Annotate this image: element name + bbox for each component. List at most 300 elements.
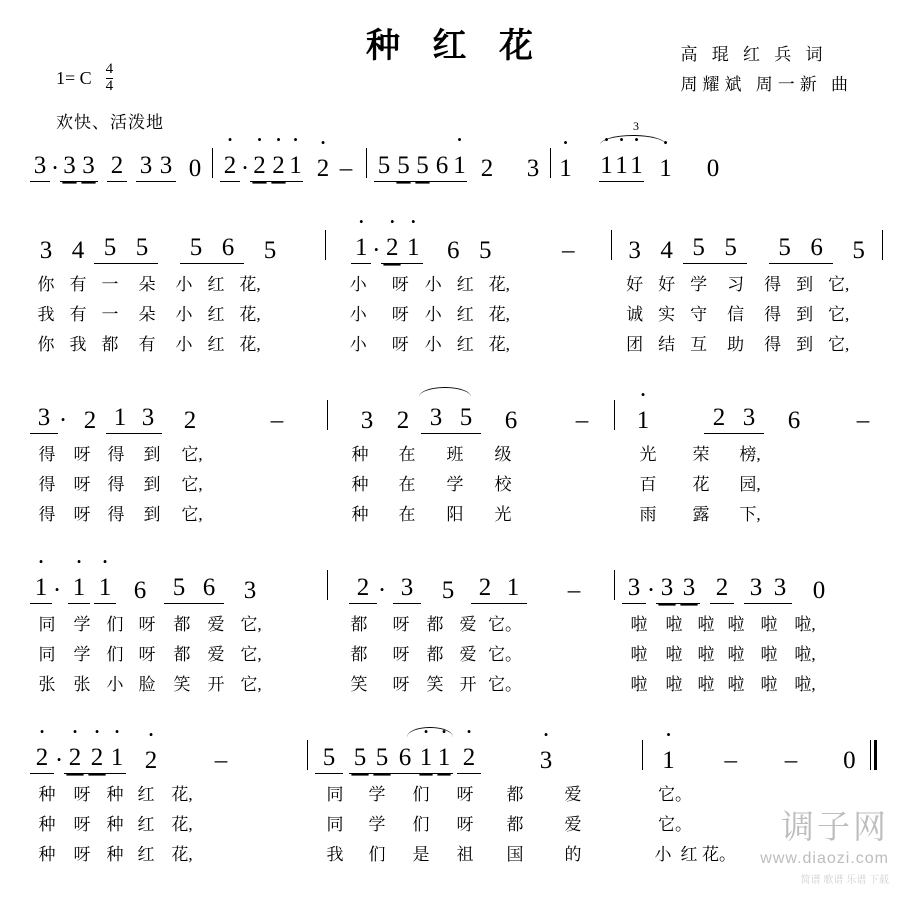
lyrics-block	[315, 780, 635, 870]
note: · 2	[220, 153, 240, 182]
lyric-syllable: 得	[107, 475, 125, 494]
lyric-syllable: 呀	[138, 615, 156, 634]
lyric-syllable: 它,	[240, 645, 262, 664]
lyric-syllable: 啦	[630, 645, 648, 664]
lyric-syllable: 雨	[639, 505, 657, 524]
note-sustain: –	[575, 407, 589, 434]
note: 5	[349, 745, 371, 774]
note: 3	[156, 153, 176, 182]
lyric-syllable: 花,	[488, 335, 510, 354]
credits	[681, 40, 854, 100]
lyric-syllable: 榜,	[739, 445, 761, 464]
lyric-syllable: 是	[412, 845, 430, 864]
lyric-syllable: 我	[326, 845, 344, 864]
lyric-syllable: 啦	[665, 615, 683, 634]
note: 3	[136, 153, 156, 182]
lyric-syllable: 团	[626, 335, 644, 354]
lyric-syllable: 啦,	[794, 645, 816, 664]
lyric-line	[622, 440, 880, 470]
lyric-syllable: 呀	[392, 615, 410, 634]
lyric-line	[30, 810, 300, 840]
lyric-line	[315, 780, 635, 810]
note: · 1	[599, 153, 614, 182]
lyric-syllable: 国	[506, 845, 524, 864]
lyric-syllable: 得	[107, 445, 125, 464]
measure-m2	[220, 148, 359, 182]
note: 6	[787, 407, 801, 434]
final-barline	[870, 740, 877, 770]
lyric-syllable: 级	[494, 445, 512, 464]
note-row	[335, 400, 607, 434]
score-system-3	[30, 400, 890, 530]
lyric-syllable: 它,	[827, 335, 850, 354]
note: 6	[133, 577, 147, 604]
barline	[550, 148, 551, 178]
note-row	[333, 230, 603, 264]
lyrics-block	[30, 270, 318, 360]
note: 3	[30, 405, 58, 434]
barline	[882, 230, 883, 260]
lyric-syllable: 花,	[488, 305, 510, 324]
lyric-syllable: 小	[175, 335, 193, 354]
note: 3	[360, 407, 374, 434]
note: 6	[212, 235, 244, 264]
note: 5	[852, 237, 865, 264]
lyric-syllable: 呀	[391, 335, 409, 354]
lyric-syllable: 呀	[73, 505, 91, 524]
lyric-line	[30, 840, 300, 870]
lyric-line	[619, 330, 875, 360]
note: 6	[432, 153, 452, 182]
lyric-syllable: 荣	[692, 445, 710, 464]
note: 4	[71, 237, 85, 264]
lyrics-block	[619, 270, 875, 360]
lyric-syllable: 红	[456, 335, 474, 354]
note: 3	[243, 577, 257, 604]
lyric-syllable: 张	[73, 675, 91, 694]
watermark-tagline: 简谱 歌谱 乐谱 下载	[800, 875, 889, 886]
note: 3	[744, 575, 768, 604]
measure-m13	[622, 570, 880, 700]
measure-row	[30, 230, 890, 360]
lyric-syllable: 呀	[73, 785, 91, 804]
measure-m15	[315, 740, 635, 870]
note: · 1	[614, 153, 629, 182]
key-signature-text: 1= C	[56, 67, 92, 88]
measure-row	[30, 400, 890, 530]
lyric-syllable: 都	[350, 615, 368, 634]
lyric-syllable: 花	[692, 475, 710, 494]
note: · 1	[658, 156, 673, 182]
note: 5	[413, 153, 432, 182]
lyric-syllable: 啦	[630, 675, 648, 694]
lyric-syllable: 啦,	[794, 675, 816, 694]
note: · 2	[457, 745, 481, 774]
measure-m3	[374, 148, 543, 182]
lyric-syllable: 爱	[459, 615, 477, 634]
lyric-syllable: 在	[398, 445, 416, 464]
note: · 2	[269, 153, 288, 182]
score-system-2	[30, 230, 890, 360]
lyric-syllable: 呀	[73, 445, 91, 464]
lyric-syllable: 们	[412, 815, 430, 834]
lyric-syllable: 它。	[488, 675, 522, 694]
note: 2	[83, 407, 97, 434]
lyric-syllable: 学	[446, 475, 464, 494]
barline	[642, 740, 643, 770]
lyric-syllable: 得	[38, 475, 56, 494]
lyric-syllable: 得	[38, 505, 56, 524]
note-row	[315, 740, 635, 774]
lyric-syllable: 祖	[456, 845, 474, 864]
lyric-syllable: 笑	[350, 675, 368, 694]
lyric-syllable: 呀	[392, 645, 410, 664]
measure-m1	[30, 148, 205, 182]
lyric-line	[30, 780, 300, 810]
note: · 1	[452, 153, 467, 182]
lyric-syllable: 花,	[239, 305, 261, 324]
lyric-syllable: 它。	[488, 645, 522, 664]
lyric-syllable: 小	[175, 305, 193, 324]
lyric-syllable: 校	[494, 475, 512, 494]
triplet-marking: 3	[633, 119, 639, 133]
lyric-syllable: 助	[727, 335, 745, 354]
lyric-syllable: 开	[459, 675, 477, 694]
measure-m7	[619, 230, 875, 360]
lyric-syllable: 小	[349, 335, 367, 354]
lyric-syllable: 有	[69, 305, 87, 324]
note: 6	[393, 745, 417, 774]
lyric-line	[30, 610, 320, 640]
note: · 2	[313, 156, 333, 182]
note: 5	[94, 235, 126, 264]
lyric-line	[315, 810, 635, 840]
note-row	[622, 570, 880, 604]
lyric-syllable: 它,	[240, 675, 262, 694]
note: · 3	[533, 748, 559, 774]
note: 3	[60, 153, 79, 182]
page-title: 种 红 花	[366, 28, 545, 65]
lyric-syllable: 小	[106, 675, 124, 694]
note: · 1	[403, 235, 423, 264]
lyric-syllable: 它,	[827, 275, 850, 294]
lyric-syllable: 呀	[73, 475, 91, 494]
note-sustain: –	[567, 577, 581, 604]
lyric-syllable: 得	[38, 445, 56, 464]
note-row	[335, 570, 607, 604]
score-system-4	[30, 570, 890, 700]
lyric-syllable: 花,	[171, 785, 193, 804]
lyric-syllable: 光	[494, 505, 512, 524]
lyric-syllable: 它,	[181, 505, 203, 524]
lyric-syllable: 小	[349, 275, 367, 294]
lyric-syllable: 园,	[739, 475, 761, 494]
lyric-syllable: 呀	[391, 305, 409, 324]
note: · 1	[417, 745, 435, 774]
lyric-syllable: 呀	[456, 815, 474, 834]
lyric-syllable: 爱	[564, 815, 582, 834]
lyric-line	[622, 470, 880, 500]
lyric-syllable: 它。	[658, 785, 692, 804]
note: 5	[478, 237, 492, 264]
lyric-syllable: 小	[175, 275, 193, 294]
note: · 2	[250, 153, 269, 182]
note: 5	[394, 153, 413, 182]
lyric-syllable: 花,	[239, 335, 261, 354]
barline	[325, 230, 326, 260]
note-sustain: –	[561, 237, 575, 264]
lyric-syllable: 它,	[181, 475, 203, 494]
lyric-syllable: 班	[446, 445, 464, 464]
lyric-syllable: 花,	[239, 275, 261, 294]
measure-m9	[335, 400, 607, 530]
lyrics-block	[335, 440, 607, 530]
augmentation-dot: ·	[372, 237, 381, 264]
measure-m10	[622, 400, 880, 530]
lyric-syllable: 结	[658, 335, 676, 354]
lyric-line	[30, 670, 320, 700]
note: 5	[715, 235, 747, 264]
lyric-syllable: 习	[727, 275, 745, 294]
measure-m6	[333, 230, 603, 360]
lyric-syllable: 啦	[697, 645, 715, 664]
lyric-syllable: 小	[349, 305, 367, 324]
barline	[307, 740, 308, 770]
lyric-syllable: 我	[69, 335, 87, 354]
lyric-line	[333, 330, 603, 360]
lyric-syllable: 百	[639, 475, 657, 494]
lyric-syllable: 种	[38, 785, 56, 804]
credit-composer: 周耀斌 周一新 曲	[680, 75, 853, 94]
barline	[614, 570, 615, 600]
lyric-line	[333, 270, 603, 300]
lyric-syllable: 小	[654, 845, 672, 864]
lyric-syllable: 们	[412, 785, 430, 804]
note: 5	[315, 745, 343, 774]
measure-m12	[335, 570, 607, 700]
note: 2	[183, 407, 197, 434]
lyric-syllable: 同	[38, 645, 56, 664]
lyric-syllable: 它,	[827, 305, 850, 324]
augmentation-dot: ·	[50, 155, 60, 182]
note: 5	[164, 575, 194, 604]
measure-row	[30, 570, 890, 700]
lyric-syllable: 都	[506, 785, 524, 804]
lyrics-block	[30, 440, 320, 530]
lyric-line	[619, 300, 875, 330]
note: · 1	[108, 745, 126, 774]
note: 3	[656, 575, 678, 604]
note: · 1	[94, 575, 116, 604]
lyric-syllable: 有	[138, 335, 156, 354]
note-sustain: –	[856, 407, 870, 434]
note: · 1	[288, 153, 303, 182]
lyric-line	[333, 300, 603, 330]
augmentation-dot: ·	[52, 577, 62, 604]
barline	[614, 400, 615, 430]
note-row	[374, 148, 543, 182]
note-row	[650, 740, 862, 774]
lyric-syllable: 它。	[658, 815, 692, 834]
note: 5	[451, 405, 481, 434]
lyric-syllable: 红	[137, 815, 155, 834]
note: 3	[421, 405, 451, 434]
lyric-syllable: 小	[424, 305, 442, 324]
lyric-syllable: 学	[73, 615, 91, 634]
lyric-syllable: 啦	[727, 645, 745, 664]
lyric-syllable: 我	[37, 305, 55, 324]
lyric-syllable: 种	[38, 845, 56, 864]
lyric-syllable: 们	[106, 645, 124, 664]
tempo-marking: 欢快、活泼地	[56, 113, 164, 132]
augmentation-dot: ·	[240, 155, 250, 182]
lyric-syllable: 啦	[760, 645, 778, 664]
watermark	[760, 801, 889, 886]
measure-m14	[30, 740, 300, 870]
lyric-syllable: 朵	[138, 275, 156, 294]
note-sustain: –	[724, 747, 737, 774]
note: 3	[678, 575, 700, 604]
lyrics-block	[30, 610, 320, 700]
lyric-line	[619, 270, 875, 300]
lyric-syllable: 光	[639, 445, 657, 464]
lyric-syllable: 啦	[760, 615, 778, 634]
note-row	[30, 740, 300, 774]
lyric-syllable: 都	[173, 615, 191, 634]
lyric-syllable: 露	[692, 505, 710, 524]
barline	[366, 148, 367, 178]
lyric-syllable: 种	[38, 815, 56, 834]
lyric-syllable: 的	[564, 845, 582, 864]
lyric-syllable: 张	[38, 675, 56, 694]
time-signature-numerator: 4	[105, 61, 114, 77]
lyric-syllable: 红	[207, 275, 225, 294]
note: · 1	[632, 408, 654, 434]
lyric-syllable: 啦	[665, 675, 683, 694]
lyric-syllable: 都	[173, 645, 191, 664]
lyric-syllable: 啦	[697, 675, 715, 694]
lyric-syllable: 得	[764, 275, 782, 294]
lyric-line	[622, 500, 880, 530]
augmentation-dot: ·	[54, 747, 64, 774]
barline	[327, 400, 328, 430]
lyrics-block	[622, 440, 880, 530]
note-rest: 0	[188, 155, 202, 182]
watermark-site-name: 调子网	[781, 808, 889, 845]
lyric-syllable: 它。	[488, 615, 522, 634]
lyric-syllable: 笑	[173, 675, 191, 694]
lyric-syllable: 到	[796, 335, 814, 354]
lyrics-block	[335, 610, 607, 700]
lyric-syllable: 种	[351, 475, 369, 494]
lyric-line	[30, 640, 320, 670]
lyric-syllable: 一	[101, 305, 119, 324]
lyric-syllable: 啦	[727, 615, 745, 634]
lyric-syllable: 啦	[760, 675, 778, 694]
note: · 1	[351, 235, 371, 264]
note: 2	[704, 405, 734, 434]
slur	[419, 387, 471, 397]
lyric-line	[30, 500, 320, 530]
lyric-syllable: 到	[143, 475, 161, 494]
lyric-syllable: 同	[38, 615, 56, 634]
credit-lyricist: 高 琨 红 兵 词	[680, 45, 828, 64]
lyric-syllable: 朵	[138, 305, 156, 324]
lyric-syllable: 都	[350, 645, 368, 664]
note-row	[30, 230, 318, 264]
note: 5	[371, 745, 393, 774]
note: 2	[396, 407, 410, 434]
lyric-line	[30, 300, 318, 330]
lyric-syllable: 种	[351, 505, 369, 524]
lyric-syllable: 它,	[240, 615, 262, 634]
lyric-syllable: 红	[137, 785, 155, 804]
note: 6	[194, 575, 224, 604]
note: 6	[801, 235, 833, 264]
lyric-syllable: 都	[101, 335, 119, 354]
note-row	[30, 570, 320, 604]
lyric-syllable: 到	[143, 505, 161, 524]
note: · 1	[435, 745, 453, 774]
lyric-syllable: 得	[764, 305, 782, 324]
note-row	[619, 230, 875, 264]
note: 2	[710, 575, 734, 604]
note-row	[30, 148, 205, 182]
measure-m4	[558, 119, 723, 182]
lyric-syllable: 啦	[697, 615, 715, 634]
note: · 2	[138, 748, 164, 774]
augmentation-dot: ·	[377, 577, 387, 604]
key-signature	[56, 62, 113, 95]
note-row	[622, 400, 880, 434]
note: 2	[349, 575, 377, 604]
lyric-line	[335, 670, 607, 700]
lyrics-block	[333, 270, 603, 360]
note: 3	[134, 405, 162, 434]
note: 5	[180, 235, 212, 264]
note: 3	[768, 575, 792, 604]
lyric-syllable: 呀	[73, 845, 91, 864]
lyric-syllable: 信	[727, 305, 745, 324]
lyric-syllable: 守	[690, 305, 708, 324]
lyric-syllable: 学	[73, 645, 91, 664]
lyric-syllable: 小	[424, 275, 442, 294]
note: · 2	[64, 745, 86, 774]
lyric-syllable: 同	[326, 815, 344, 834]
lyric-syllable: 呀	[391, 275, 409, 294]
lyric-syllable: 花。	[702, 845, 736, 864]
measure-m11	[30, 570, 320, 700]
lyric-line	[335, 640, 607, 670]
note: 3	[526, 155, 540, 182]
measure-m5	[30, 230, 318, 360]
lyric-syllable: 种	[351, 445, 369, 464]
lyric-syllable: 红	[456, 275, 474, 294]
note: · 1	[30, 575, 52, 604]
lyric-syllable: 开	[207, 675, 225, 694]
lyric-syllable: 都	[506, 815, 524, 834]
lyric-syllable: 爱	[207, 645, 225, 664]
augmentation-dot: ·	[646, 577, 656, 604]
lyric-syllable: 花,	[171, 845, 193, 864]
lyric-syllable: 好	[626, 275, 644, 294]
lyric-syllable: 得	[107, 505, 125, 524]
lyrics-block	[30, 780, 300, 870]
lyric-syllable: 小	[424, 335, 442, 354]
lyric-syllable: 有	[69, 275, 87, 294]
note: 1	[499, 575, 527, 604]
lyric-syllable: 呀	[138, 645, 156, 664]
